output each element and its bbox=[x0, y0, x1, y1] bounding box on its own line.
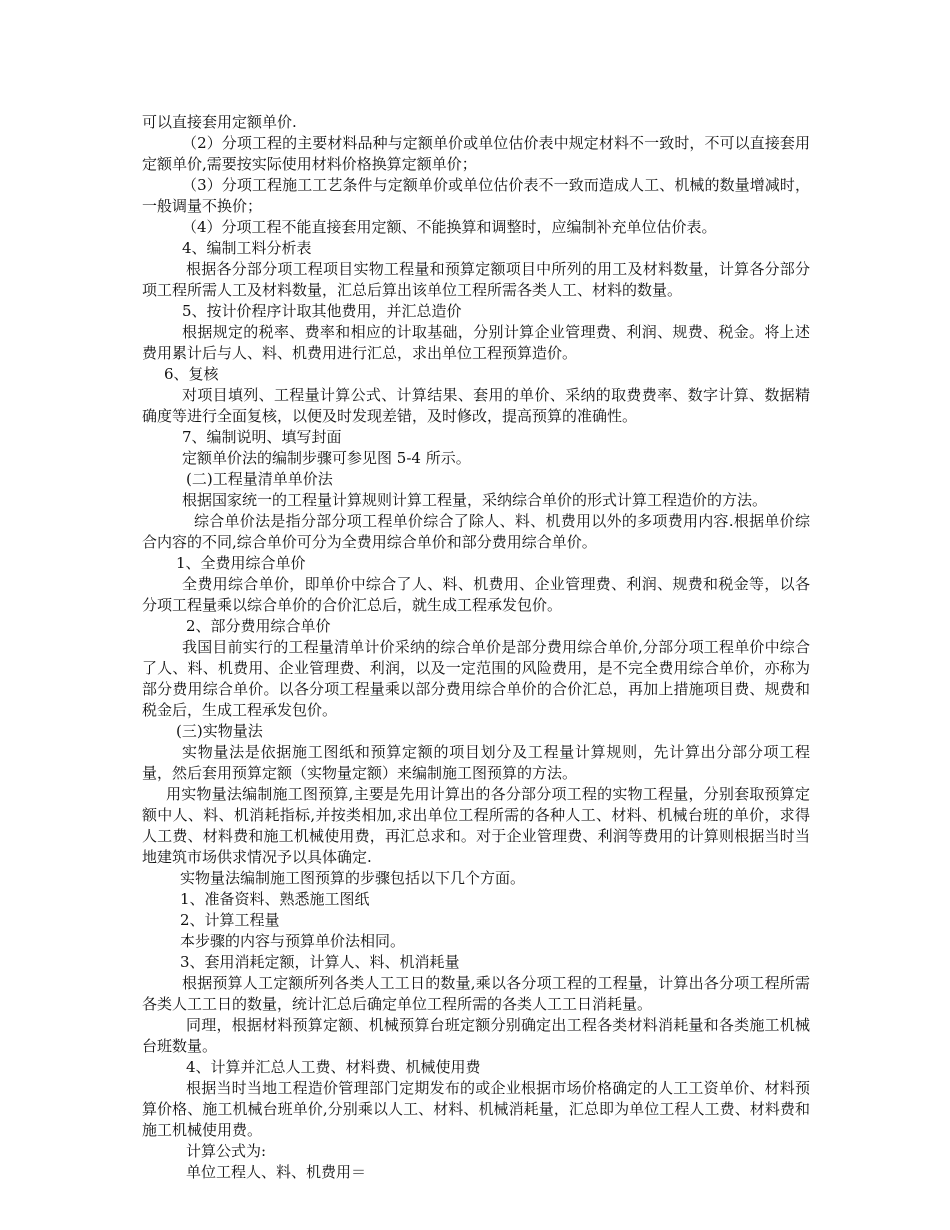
paragraph: 综合单价法是指分部分项工程单价综合了除人、料、机费用以外的多项费用内容.根据单价综合内容的不同,综合单价可分为全费用综合单价和部分费用综合单价。 bbox=[142, 512, 810, 551]
paragraph: 全费用综合单价，即单价中综合了人、料、机费用、企业管理费、利润、规费和税金等，以各分项工程量乘以综合单价的合价汇总后，就生成工程承发包价。 bbox=[142, 575, 810, 614]
paragraph: （2）分项工程的主要材料品种与定额单价或单位估价表中规定材料不一致时，不可以直接套用定额单价,需要按实际使用材料价格换算定额单价； bbox=[142, 134, 810, 173]
paragraph: 根据规定的税率、费率和相应的计取基础，分别计算企业管理费、利润、规费、税金。将上述费用累计后与人、料、机费用进行汇总，求出单位工程预算造价。 bbox=[142, 323, 810, 362]
paragraph: 实物量法编制施工图预算的步骤包括以下几个方面。 bbox=[180, 869, 526, 887]
paragraph: 定额单价法的编制步骤可参见图 5-4 所示。 bbox=[182, 449, 471, 467]
paragraph: 1、准备资料、熟悉施工图纸 bbox=[180, 890, 370, 908]
paragraph: 根据预算人工定额所列各类人工工日的数量,乘以各分项工程的工程量，计算出各分项工程所需各类人工工日的数量，统计汇总后确定单位工程所需的各类人工工日消耗量。 bbox=[142, 974, 810, 1013]
paragraph: 7、编制说明、填写封面 bbox=[182, 428, 342, 446]
paragraph: 本步骤的内容与预算单价法相同。 bbox=[180, 932, 406, 950]
paragraph: (三)实物量法 bbox=[176, 722, 263, 740]
paragraph: 6、复核 bbox=[164, 365, 219, 383]
paragraph: 4、编制工料分析表 bbox=[182, 239, 312, 257]
paragraph: 同理，根据材料预算定额、机械预算台班定额分别确定出工程各类材料消耗量和各类施工机械台班数量。 bbox=[142, 1016, 810, 1055]
document-body bbox=[142, 112, 810, 1183]
paragraph: 5、按计价程序计取其他费用，并汇总造价 bbox=[182, 302, 462, 320]
paragraph: (二)工程量清单单价法 bbox=[186, 470, 333, 488]
paragraph: 单位工程人、料、机费用＝ bbox=[186, 1163, 367, 1181]
paragraph: 4、计算并汇总人工费、材料费、机械使用费 bbox=[186, 1058, 481, 1076]
paragraph: 用实物量法编制施工图预算,主要是先用计算出的各分部分项工程的实物工程量，分别套取预算定额中人、料、机消耗指标,并按类相加,求出单位工程所需的各种人工、材料、机械台班的单价，求得人工费、材料费和施工机械使用费，再汇总求和。对于企业管理费、利润等费用的计算则根据当时当地建筑市场供求情况予以具体确定. bbox=[142, 785, 810, 866]
paragraph: 根据各分部分项工程项目实物工程量和预算定额项目中所列的用工及材料数量，计算各分部分项工程所需人工及材料数量，汇总后算出该单位工程所需各类人工、材料的数量。 bbox=[142, 260, 810, 299]
paragraph: 我国目前实行的工程量清单计价采纳的综合单价是部分费用综合单价,分部分项工程单价中综合了人、料、机费用、企业管理费、利润，以及一定范围的风险费用，是不完全费用综合单价，亦称为部分费用综合单价。以各分项工程量乘以部分费用综合单价的合价汇总，再加上措施项目费、规费和税金后，生成工程承发包价。 bbox=[142, 638, 810, 719]
paragraph: 根据当时当地工程造价管理部门定期发布的或企业根据市场价格确定的人工工资单价、材料预算价格、施工机械台班单价,分别乘以人工、材料、机械消耗量，汇总即为单位工程人工费、材料费和施工机械使用费。 bbox=[142, 1079, 810, 1139]
paragraph: 2、计算工程量 bbox=[180, 911, 280, 929]
paragraph: 实物量法是依据施工图纸和预算定额的项目划分及工程量计算规则，先计算出分部分项工程量，然后套用预算定额（实物量定额）来编制施工图预算的方法。 bbox=[142, 743, 810, 782]
paragraph: 1、全费用综合单价 bbox=[176, 554, 306, 572]
paragraph: 3、套用消耗定额，计算人、料、机消耗量 bbox=[180, 953, 460, 971]
paragraph: 可以直接套用定额单价. bbox=[142, 113, 297, 131]
paragraph: 对项目填列、工程量计算公式、计算结果、套用的单价、采纳的取费费率、数字计算、数据精确度等进行全面复核，以便及时发现差错，及时修改，提高预算的准确性。 bbox=[142, 386, 810, 425]
paragraph: 根据国家统一的工程量计算规则计算工程量，采纳综合单价的形式计算工程造价的方法。 bbox=[182, 491, 768, 509]
paragraph: （3）分项工程施工工艺条件与定额单价或单位估价表不一致而造成人工、机械的数量增减时，一般调量不换价； bbox=[142, 176, 810, 215]
paragraph: 计算公式为: bbox=[186, 1142, 267, 1160]
paragraph: （4）分项工程不能直接套用定额、不能换算和调整时，应编制补充单位估价表。 bbox=[182, 218, 717, 236]
paragraph: 2、部分费用综合单价 bbox=[186, 617, 331, 635]
